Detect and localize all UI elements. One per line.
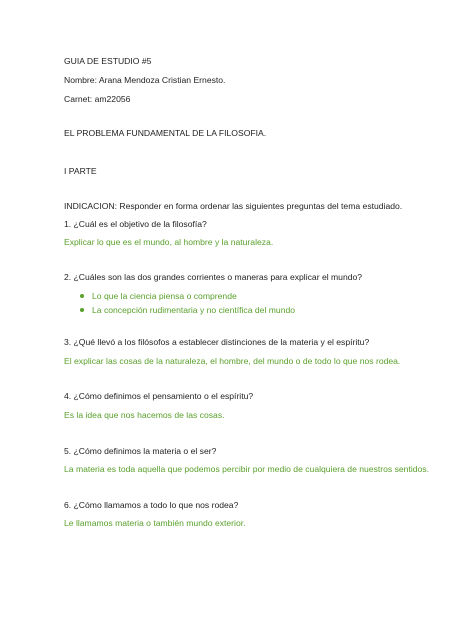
bullet-icon	[80, 294, 84, 298]
part-heading: I PARTE	[64, 166, 97, 176]
question-2: 2. ¿Cuáles son las dos grandes corrientes o maneras para explicar el mundo?	[64, 272, 363, 282]
bullet-icon	[80, 308, 84, 312]
list-item-text: La concepción rudimentaria y no científica del mundo	[92, 305, 296, 315]
answer-2-list	[80, 291, 295, 319]
student-name: Nombre: Arana Mendoza Cristian Ernesto.	[64, 75, 226, 85]
answer-5: La materia es toda aquella que podemos percibir por medio de cualquiera de nuestros sentidos.	[64, 464, 429, 474]
question-3: 3. ¿Qué llevó a los filósofos a establecer distinciones de la materia y el espíritu?	[64, 337, 370, 347]
question-6: 6. ¿Cómo llamamos a todo lo que nos rodea?	[64, 500, 239, 510]
answer-3: El explicar las cosas de la naturaleza, el hombre, del mundo o de todo lo que nos rodea.	[64, 356, 401, 366]
student-carnet: Carnet: am22056	[64, 94, 131, 104]
instruction-text: INDICACION: Responder en forma ordenar las siguientes preguntas del tema estudiado.	[64, 201, 403, 211]
document-title: EL PROBLEMA FUNDAMENTAL DE LA FILOSOFIA.	[64, 128, 267, 138]
question-1: 1. ¿Cuál es el objetivo de la filosofía?	[64, 219, 207, 229]
list-item-text: Lo que la ciencia piensa o comprende	[92, 291, 237, 301]
guide-title: GUIA DE ESTUDIO #5	[64, 56, 152, 66]
answer-1: Explicar lo que es el mundo, al hombre y la naturaleza.	[64, 237, 274, 247]
list-item	[80, 291, 295, 305]
question-5: 5. ¿Cómo definimos la materia o el ser?	[64, 446, 217, 456]
answer-6: Le llamamos materia o también mundo exterior.	[64, 518, 246, 528]
list-item	[80, 305, 295, 319]
question-4: 4. ¿Cómo definimos el pensamiento o el espíritu?	[64, 391, 254, 401]
answer-4: Es la idea que nos hacemos de las cosas.	[64, 410, 225, 420]
